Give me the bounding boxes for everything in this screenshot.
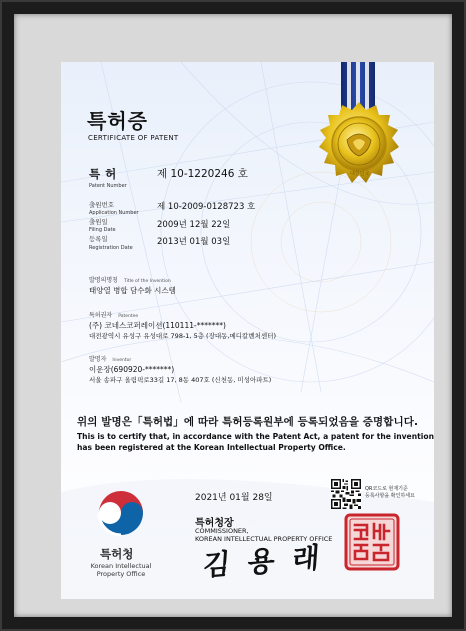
official-seal-icon	[344, 513, 400, 571]
application-label-en: Application Number	[89, 210, 139, 216]
qr-code-icon	[331, 479, 361, 509]
inventor-address: 서울 송파구 올림픽로33길 17, 8동 407호 (신천동, 미성아파트)	[89, 376, 272, 384]
certification-statement-en-line2: has been registered at the Korean Intellectual Property Office.	[77, 443, 346, 452]
registration-label: 등록일	[89, 235, 108, 243]
commissioner-signature: 김 용 래	[201, 540, 325, 583]
invention-label: 발명의명칭 Title of the Invention	[89, 277, 171, 284]
application-number: 제 10-2009-0128723 호	[157, 202, 256, 212]
registration-date: 2013년 01월 03일	[157, 237, 231, 247]
frame-mat	[14, 14, 452, 617]
certification-statement-en-line1: This is to certify that, in accordance with the Patent Act, a patent for the invention	[77, 432, 434, 441]
patent-number: 제 10-1220246 호	[157, 168, 248, 180]
invention-title: 태양열 병합 담수화 시스템	[89, 286, 176, 295]
registration-label-en: Registration Date	[89, 245, 133, 251]
commissioner-title: 특허청장	[195, 518, 234, 529]
patent-label: 특 허	[89, 167, 117, 181]
kipo-name-ko: 특허청	[100, 547, 134, 561]
qr-note: QR코드로 현재기준 등록사항을 확인하세요	[365, 486, 415, 499]
certificate-paper	[61, 62, 434, 599]
application-label: 출원번호	[89, 201, 115, 209]
patentee-label: 특허권자 Patentee	[89, 312, 139, 319]
patentee-address: 대전광역시 유성구 유성대로 798-1, 5층 (장대동,메디칼벤처센터)	[89, 332, 276, 340]
medal-emblem-text: 대한민국	[350, 171, 370, 177]
inventor-name: 이운장(690920-*******)	[89, 365, 175, 374]
patentee-name: (주) 코네스코퍼레이션(110111-*******)	[89, 321, 226, 330]
filing-label-en: Filing Date	[89, 227, 116, 233]
certification-statement-ko: 위의 발명은「특허법」에 따라 특허등록원부에 등록되었음을 증명합니다.	[77, 416, 419, 428]
kipo-taegeuk-logo-icon	[95, 487, 147, 539]
commissioner-title-en: COMMISSIONER, KOREAN INTELLECTUAL PROPERTY OFFICE	[195, 527, 333, 543]
filing-date: 2009년 12월 22일	[157, 220, 231, 230]
gold-medal-ribbon-icon	[305, 62, 415, 187]
inventor-label: 발명자 Inventor	[89, 356, 132, 363]
certificate-title: 특허증	[87, 109, 148, 133]
certificate-title-en: CERTIFICATE OF PATENT	[88, 134, 179, 142]
kipo-name-en: Korean Intellectual Property Office	[90, 562, 152, 578]
filing-label: 출원일	[89, 218, 108, 226]
issue-date: 2021년 01월 28일	[195, 493, 273, 503]
patent-label-en: Patent Number	[89, 183, 127, 189]
